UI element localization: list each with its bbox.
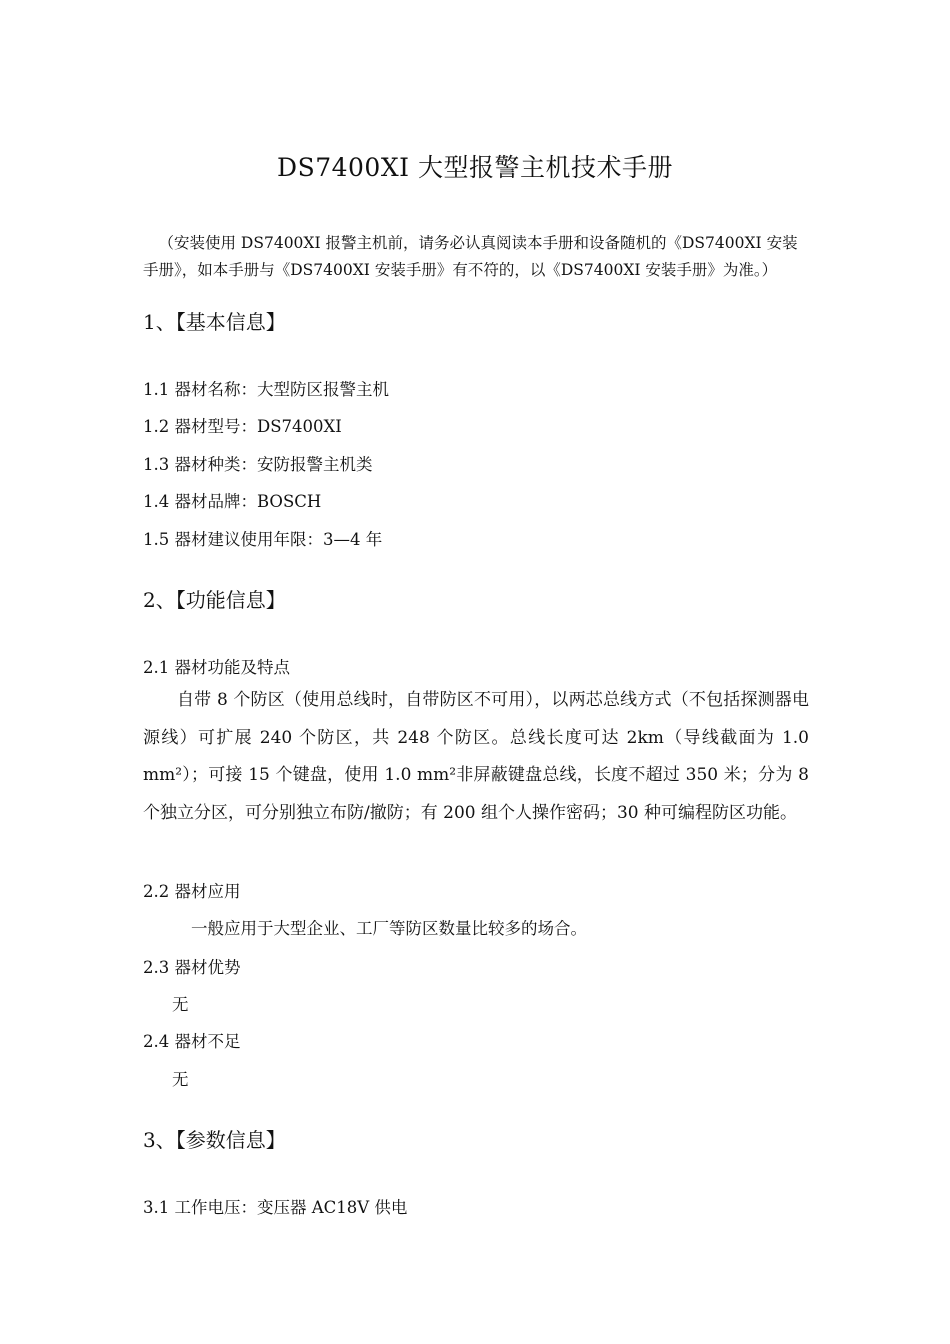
- section-2-heading: 2、【功能信息】: [143, 588, 286, 612]
- advantage-text: 无: [172, 995, 189, 1014]
- section-3-heading: 3、【参数信息】: [143, 1128, 286, 1152]
- feature-paragraph: 自带 8 个防区（使用总线时，自带防区不可用），以两芯总线方式（不包括探测器电源线）可扩展 240 个防区，共 248 个防区。总线长度可达 2km（导线截面为 1.0 mm²）；可接 15 个键盘，使用 1.0 mm²非屏蔽键盘总线，长度不超过 350 米；分为 8 个独立分区，可分别独立布防/撤防；有 200 组个人操作密码；30 种可编程防区功能。: [143, 690, 809, 823]
- info-item: 1.4 器材品牌：BOSCH: [143, 492, 322, 511]
- subsection-title: 2.3 器材优势: [143, 958, 241, 977]
- subsection-title: 2.4 器材不足: [143, 1032, 241, 1051]
- application-text: 一般应用于大型企业、工厂等防区数量比较多的场合。: [191, 919, 587, 938]
- subsection-title: 2.2 器材应用: [143, 882, 241, 901]
- info-item: 1.5 器材建议使用年限：3—4 年: [143, 530, 383, 549]
- subsection-title: 2.1 器材功能及特点: [143, 658, 290, 677]
- info-item: 1.2 器材型号：DS7400XI: [143, 417, 342, 436]
- document-title: DS7400XI 大型报警主机技术手册: [277, 153, 673, 182]
- info-item: 1.1 器材名称：大型防区报警主机: [143, 380, 389, 399]
- section-1-heading: 1、【基本信息】: [143, 310, 286, 334]
- shortcoming-text: 无: [172, 1070, 189, 1089]
- intro-note: （安装使用 DS7400XI 报警主机前，请务必认真阅读本手册和设备随机的《DS7400XI 安装手册》，如本手册与《DS7400XI 安装手册》有不符的，以《DS7400XI 安装手册》为准。）: [143, 234, 798, 279]
- info-item: 1.3 器材种类：安防报警主机类: [143, 455, 373, 474]
- parameter-item: 3.1 工作电压：变压器 AC18V 供电: [143, 1198, 408, 1217]
